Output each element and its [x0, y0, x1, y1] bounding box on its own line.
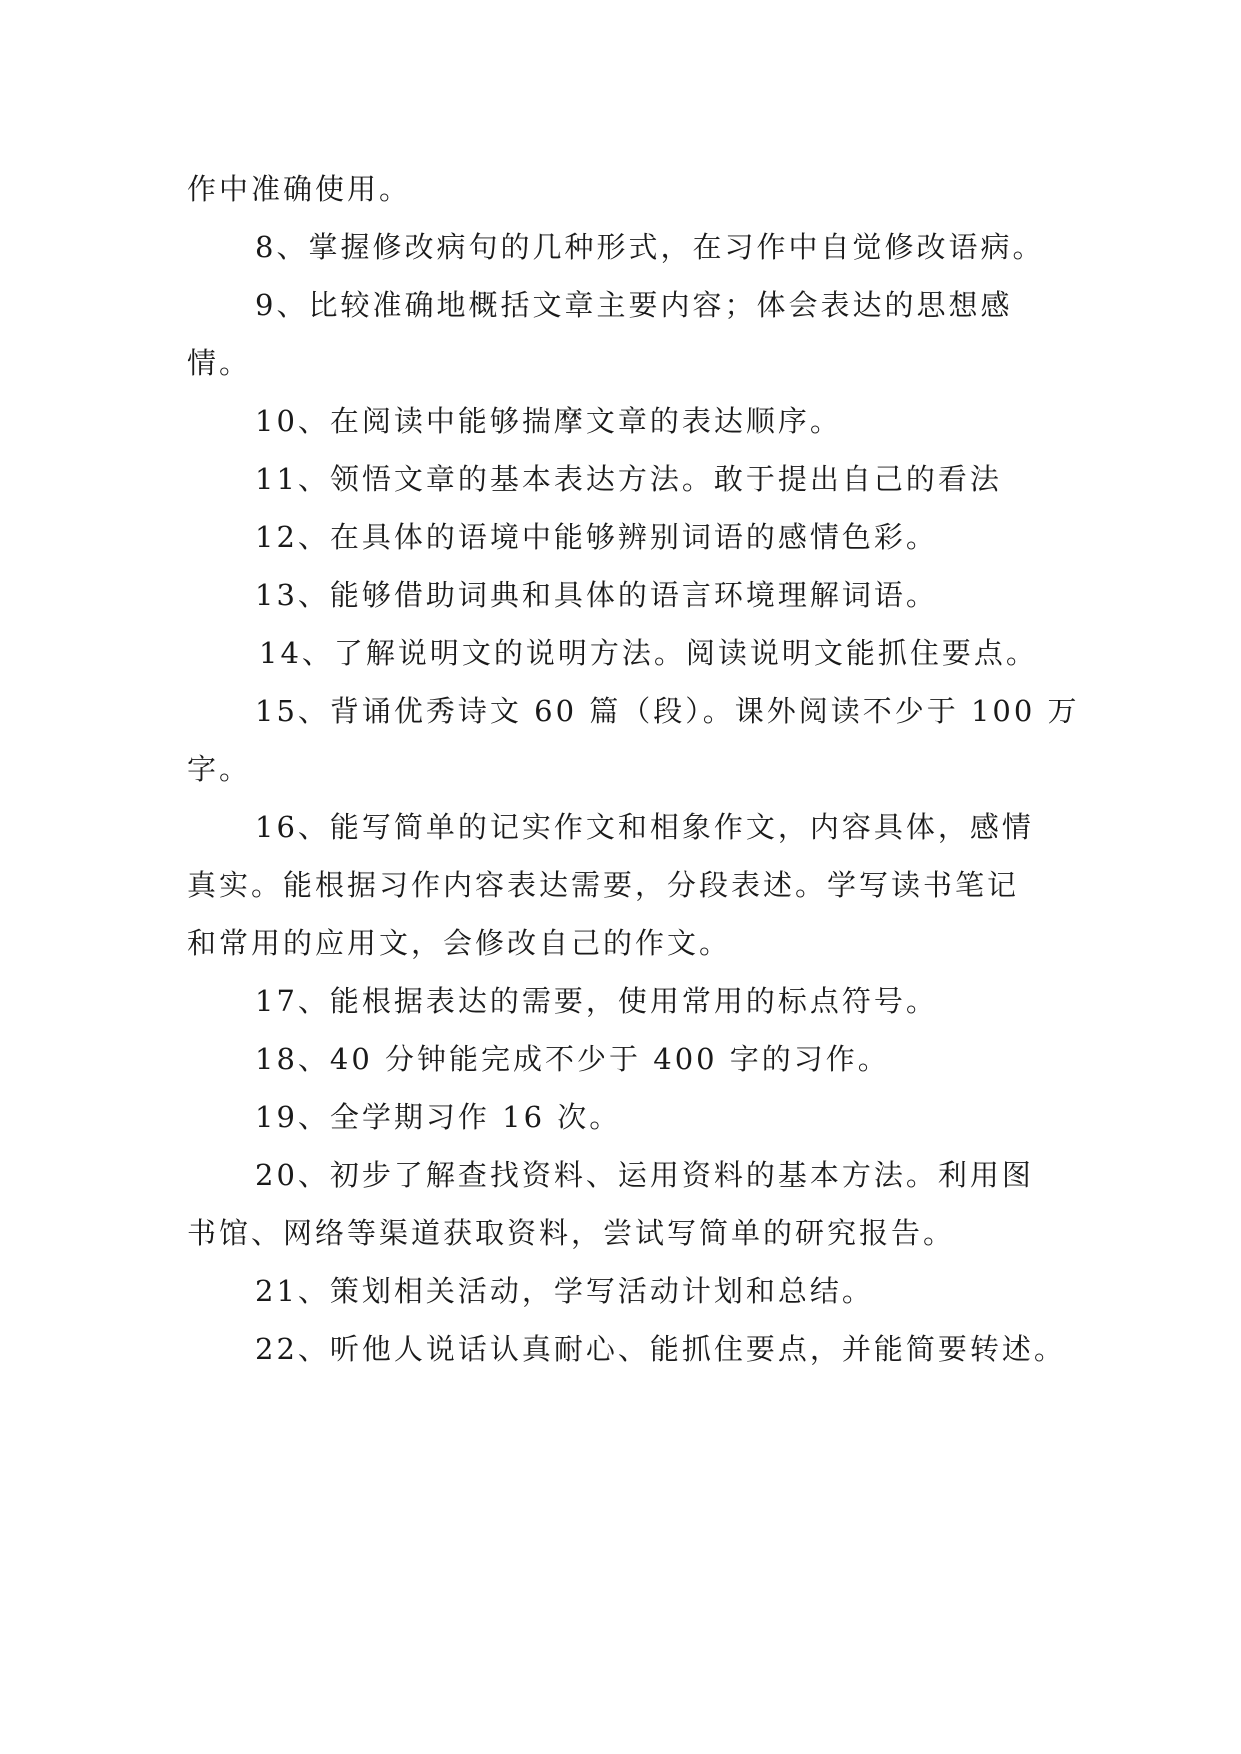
list-item-16: 16、能写简单的记实作文和相象作文，内容具体，感情 [255, 810, 1034, 844]
text-line: 作中准确使用。 [187, 172, 412, 206]
list-item-22: 22、听他人说话认真耐心、能抓住要点，并能简要转述。 [255, 1332, 1066, 1366]
text-line: 和常用的应用文，会修改自己的作文。 [187, 926, 732, 960]
text-line: 字。 [187, 752, 252, 786]
document-body [187, 160, 1080, 1378]
list-item-12: 12、在具体的语境中能够辨别词语的感情色彩。 [255, 520, 938, 554]
text-line: 真实。能根据习作内容表达需要，分段表述。学写读书笔记 [187, 868, 1020, 902]
list-item-18: 18、40 分钟能完成不少于 400 字的习作。 [255, 1042, 890, 1076]
list-item-21: 21、策划相关活动，学写活动计划和总结。 [255, 1274, 874, 1308]
list-item-9: 9、比较准确地概括文章主要内容；体会表达的思想感 [255, 288, 1013, 322]
list-item-13: 13、能够借助词典和具体的语言环境理解词语。 [255, 578, 938, 612]
list-item-8: 8、掌握修改病句的几种形式，在习作中自觉修改语病。 [255, 230, 1045, 264]
list-item-11: 11、领悟文章的基本表达方法。敢于提出自己的看法 [255, 462, 1002, 496]
list-item-20: 20、初步了解查找资料、运用资料的基本方法。利用图 [255, 1158, 1034, 1192]
list-item-14: 14、了解说明文的说明方法。阅读说明文能抓住要点。 [259, 636, 1038, 670]
text-line: 情。 [187, 346, 252, 380]
list-item-17: 17、能根据表达的需要，使用常用的标点符号。 [255, 984, 938, 1018]
text-line: 书馆、网络等渠道获取资料，尝试写简单的研究报告。 [187, 1216, 956, 1250]
list-item-15: 15、背诵优秀诗文 60 篇（段）。课外阅读不少于 100 万 [255, 694, 1080, 728]
list-item-19: 19、全学期习作 16 次。 [255, 1100, 622, 1134]
list-item-10: 10、在阅读中能够揣摩文章的表达顺序。 [255, 404, 842, 438]
